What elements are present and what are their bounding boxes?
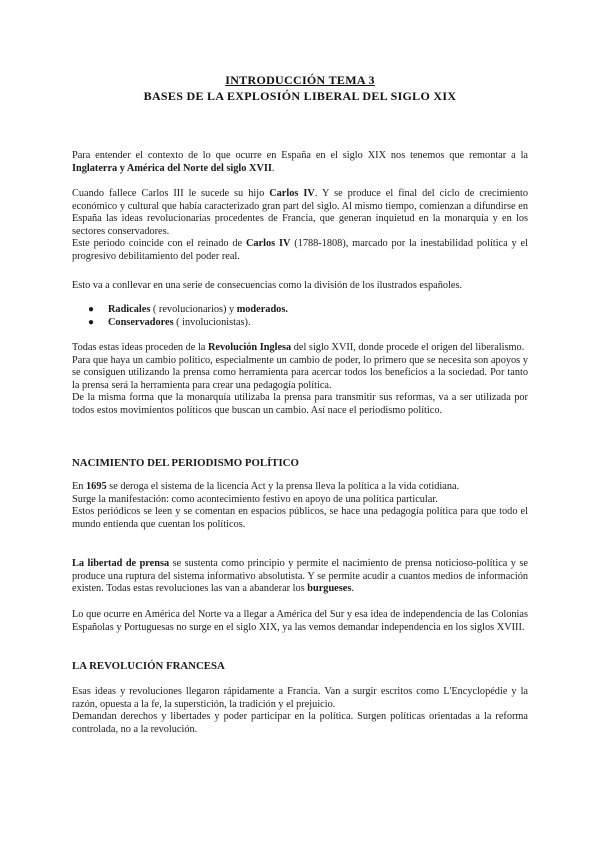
- document-subtitle: BASES DE LA EXPLOSIÓN LIBERAL DEL SIGLO XIX: [143, 89, 457, 103]
- paragraph-libertad-prensa: La libertad de prensa se sustenta como principio y permite el nacimiento de prensa noticioso-política y se produce una ruptura del sistema informativo absolutista. Y se permite acudir a cuantos medios de información existen. Todas estas revoluciones las van a abanderar los burgueses.: [72, 558, 528, 595]
- paragraph-carlos-iv: Cuando fallece Carlos III le sucede su hijo Carlos IV. Y se produce el final del ciclo de crecimiento económico y cultural que había caracterizado gran part del siglo. Al mismo tiempo, comienzan a difundirse en España las ideas revolucionarias procedentes de Francia, que generan inquietud en la monarquía y en los sectores conservadores. Este periodo coincide con el reinado de Carlos IV (1788-1808), marcado por la inestabilidad política y el progresivo debilitamiento del poder real.: [72, 188, 528, 262]
- paragraph-america: Lo que ocurre en América del Norte va a llegar a América del Sur y esa idea de independencia de las Colonias Españolas y Portuguesas no surge en el siglo XIX, ya las vemos demandar independencia en los siglos XVIII.: [72, 609, 528, 633]
- bullet-icon: ●: [88, 304, 95, 315]
- paragraph-intro: Para entender el contexto de lo que ocurre en España en el siglo XIX nos tenemos que remontar a la Inglaterra y América del Norte del siglo XVII.: [72, 150, 528, 174]
- list-item: ● Conservadores ( involucionistas).: [88, 316, 251, 328]
- bullet-list: [88, 304, 288, 329]
- bullet-icon: ●: [88, 316, 95, 328]
- paragraph-revolucion-inglesa: Todas estas ideas proceden de la Revolución Inglesa del siglo XVII, donde procede el origen del liberalismo. Para que haya un cambio político, especialmente un cambio de poder, lo primero que se necesita son apoyos y se consiguen utilizando la prensa como herramienta para acercar todos los beneficios a la sociedad. Por tanto la prensa será la herramienta para crear una pedagogía política. De la misma forma que la monarquía utilizaba la prensa para transmitir sus reformas, va a ser utilizada por todos estos movimientos políticos que buscan un cambio. Así nace el periodismo político.: [72, 342, 528, 416]
- list-item: ● Radicales ( revolucionarios) y moderados.: [88, 304, 288, 315]
- paragraph-1695: En 1695 se deroga el sistema de la licencia Act y la prensa lleva la política a la vida cotidiana. Surge la manifestación: como acontecimiento festivo en apoyo de una política particular. Estos periódicos se leen y se comentan en espacios públicos, se hace una pedagogía política para que todo el mundo entienda que cuentan los políticos.: [72, 481, 528, 530]
- paragraph-francia: Esas ideas y revoluciones llegaron rápidamente a Francia. Van a surgir escritos como L'Encyclopédie y la razón, opuesta a la fe, la superstición, la tradición y el prejuicio. Demandan derechos y libertades y poder participar en la política. Surgen políticas orientadas a la reforma controlada, no a la revolución.: [72, 686, 528, 735]
- paragraph-consecuencias: Esto va a conllevar en una serie de consecuencias como la división de los ilustrados españoles.: [72, 280, 463, 291]
- section-heading-periodismo: NACIMIENTO DEL PERIODISMO POLÍTICO: [72, 457, 299, 469]
- document-title: INTRODUCCIÓN TEMA 3: [225, 73, 375, 87]
- section-heading-revolucion-francesa: LA REVOLUCIÓN FRANCESA: [72, 660, 225, 672]
